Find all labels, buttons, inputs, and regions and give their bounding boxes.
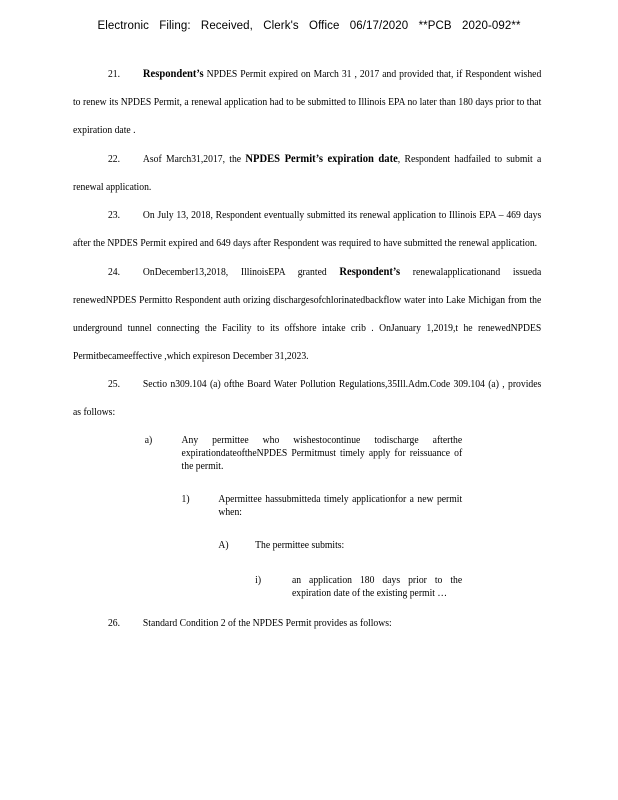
filing-header: Electronic Filing: Received, Clerk's Office 06/17/2020 **PCB 2020-092** [97, 20, 521, 32]
quote-item-1 [182, 493, 463, 519]
paragraph-text: Sectio n309.104 (a) ofthe Board Water Pollution Regulations,35Ill.Adm.Code 309.104 (a) , provides as follows: [73, 379, 542, 418]
paragraph-text: On July 13, 2018, Respondent eventually submitted its renewal application to Illinois EPA – 469 days after the NPDES Permit expired and 649 days after Respondent was required to have submitted the renewal application. [73, 210, 542, 249]
quote-label: 1) [181, 494, 190, 505]
quote-item-i [255, 574, 462, 600]
quote-label: i) [255, 575, 262, 586]
paragraph-23 [73, 202, 541, 258]
quote-text: The permittee submits: [255, 540, 345, 551]
bold-term: Respondent’s [339, 266, 401, 278]
paragraph-21 [73, 60, 541, 145]
paragraph-number: 22. [107, 154, 121, 165]
paragraph-number: 23. [107, 210, 121, 221]
paragraph-text: , Respondent hadfailed to submit a renewal application. [73, 154, 542, 193]
quote-text: Apermittee hassubmitteda timely applicationfor a new permit when: [218, 494, 463, 518]
paragraph-text-pre: Asof March31,2017, the [142, 154, 246, 165]
paragraph-text-pre: OnDecember13,2018, IllinoisEPA granted [142, 267, 340, 278]
quote-item-A [218, 539, 462, 552]
block-quote [73, 434, 541, 600]
quote-text: Any permittee who wishestocontinue todischarge afterthe expirationdateoftheNPDES Permitmust timely apply for reissuance of the permit. [181, 435, 463, 472]
paragraph-number: 26. [107, 618, 121, 629]
document-body [73, 60, 542, 638]
paragraph-text: Standard Condition 2 of the NPDES Permit provides as follows: [142, 618, 392, 629]
paragraph-text: NPDES Permit expired on March 31 , 2017 and provided that, if Respondent wished to renew its NPDES Permit, a renewal application had to be submitted to Illinois EPA no later than 180 days prior to that expiration date . [73, 69, 542, 136]
paragraph-25 [73, 371, 541, 427]
paragraph-26 [73, 610, 541, 638]
paragraph-22 [73, 145, 541, 202]
quote-label: A) [218, 540, 229, 551]
paragraph-number: 21. [107, 69, 121, 80]
bold-term: Respondent’s [142, 68, 204, 80]
paragraph-number: 24. [107, 267, 121, 278]
quote-label: a) [144, 435, 153, 446]
quote-text: an application 180 days prior to the expiration date of the existing permit … [291, 575, 463, 599]
paragraph-24 [73, 258, 541, 371]
paragraph-text: renewalapplicationand issueda renewedNPDES Permitto Respondent auth orizing dischargesofchlorinatedbackflow water into Lake Michigan from the underground tunnel connecting the Facility to its offshore intake crib . OnJanuary 1,2019,t he renewedNPDES Permitbecameeffective ,which expireson December 31,2023. [73, 267, 542, 362]
bold-term: NPDES Permit’s expiration date [245, 153, 398, 165]
quote-item-a [145, 434, 462, 473]
paragraph-number: 25. [107, 379, 121, 390]
